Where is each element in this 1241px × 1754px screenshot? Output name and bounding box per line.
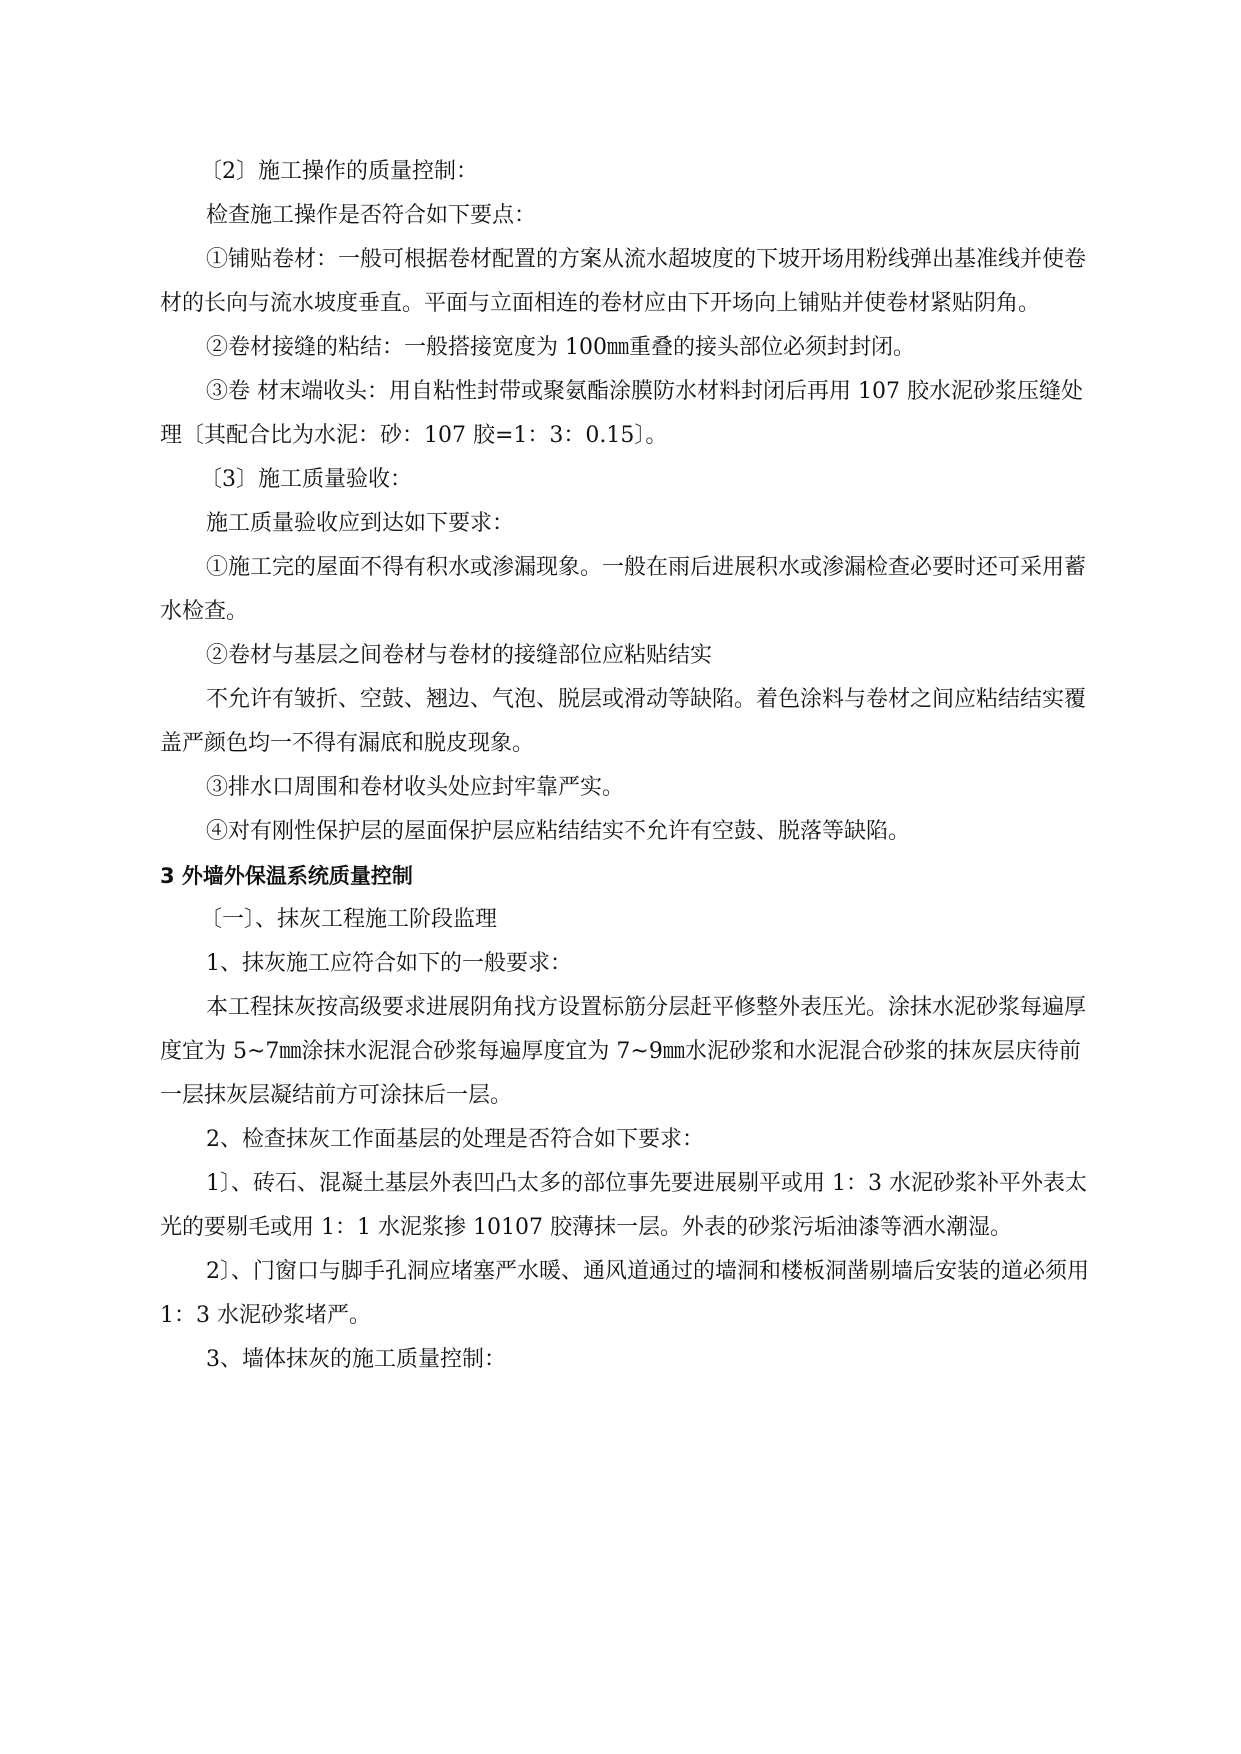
paragraph: 不允许有皱折、空鼓、翘边、气泡、脱层或滑动等缺陷。着色涂料与卷材之间应粘结结实覆盖严颜色均一不得有漏底和脱皮现象。: [160, 687, 1087, 756]
subsection-heading-construction-operation: 〔2〕施工操作的质量控制：: [200, 159, 478, 184]
paragraph: ④对有刚性保护层的屋面保护层应粘结结实不允许有空鼓、脱落等缺陷。: [206, 819, 911, 844]
paragraph: 1〕、砖石、混凝土基层外表凹凸太多的部位事先要进展剔平或用 1：3 水泥砂浆补平外表太光的要剔毛或用 1：1 水泥浆掺 10107 胶薄抹一层。外表的砂浆污垢油漆等洒水潮湿。: [160, 1171, 1087, 1240]
paragraph: 2〕、门窗口与脚手孔洞应堵塞严水暖、通风道通过的墙洞和楼板洞凿剔墙后安装的道必须用 1：3 水泥砂浆堵严。: [160, 1259, 1090, 1328]
paragraph: ③卷 材末端收头：用自粘性封带或聚氨酯涂膜防水材料封闭后再用 107 胶水泥砂浆压缝处理〔其配合比为水泥：砂：107 胶=1：3：0.15〕。: [160, 379, 1083, 448]
paragraph: 检查施工操作是否符合如下要点：: [206, 203, 537, 228]
paragraph: 本工程抹灰按高级要求进展阴角找方设置标筋分层赶平修整外表压光。涂抹水泥砂浆每遍厚度宜为 5~7㎜涂抹水泥混合砂浆每遍厚度宜为 7~9㎜水泥砂浆和水泥混合砂浆的抹灰层庆待前一层抹灰层凝结前方可涂抹后一层。: [160, 995, 1087, 1108]
subsection-heading-plastering: 〔一〕、抹灰工程施工阶段监理: [200, 907, 498, 932]
paragraph: ①铺贴卷材：一般可根据卷材配置的方案从流水超坡度的下坡开场用粉线弹出基准线并使卷材的长向与流水坡度垂直。平面与立面相连的卷材应由下开场向上铺贴并使卷材紧贴阴角。: [160, 247, 1087, 316]
section-heading: 3 外墙外保温系统质量控制: [160, 864, 413, 888]
paragraph: 1、抹灰施工应符合如下的一般要求：: [206, 951, 572, 976]
document-body: [160, 150, 1090, 1382]
subsection-heading-quality-acceptance: 〔3〕施工质量验收：: [200, 467, 412, 492]
paragraph: 施工质量验收应到达如下要求：: [206, 511, 515, 536]
paragraph: ③排水口周围和卷材收头处应封牢靠严实。: [206, 775, 625, 800]
paragraph: 3、墙体抹灰的施工质量控制：: [206, 1347, 506, 1372]
paragraph: ①施工完的屋面不得有积水或渗漏现象。一般在雨后进展积水或渗漏检查必要时还可采用蓄水检查。: [160, 555, 1087, 624]
paragraph: ②卷材与基层之间卷材与卷材的接缝部位应粘贴结实: [206, 643, 713, 668]
paragraph: ②卷材接缝的粘结：一般搭接宽度为 100㎜重叠的接头部位必须封封闭。: [206, 335, 915, 360]
paragraph: 2、检查抹灰工作面基层的处理是否符合如下要求：: [206, 1127, 704, 1152]
